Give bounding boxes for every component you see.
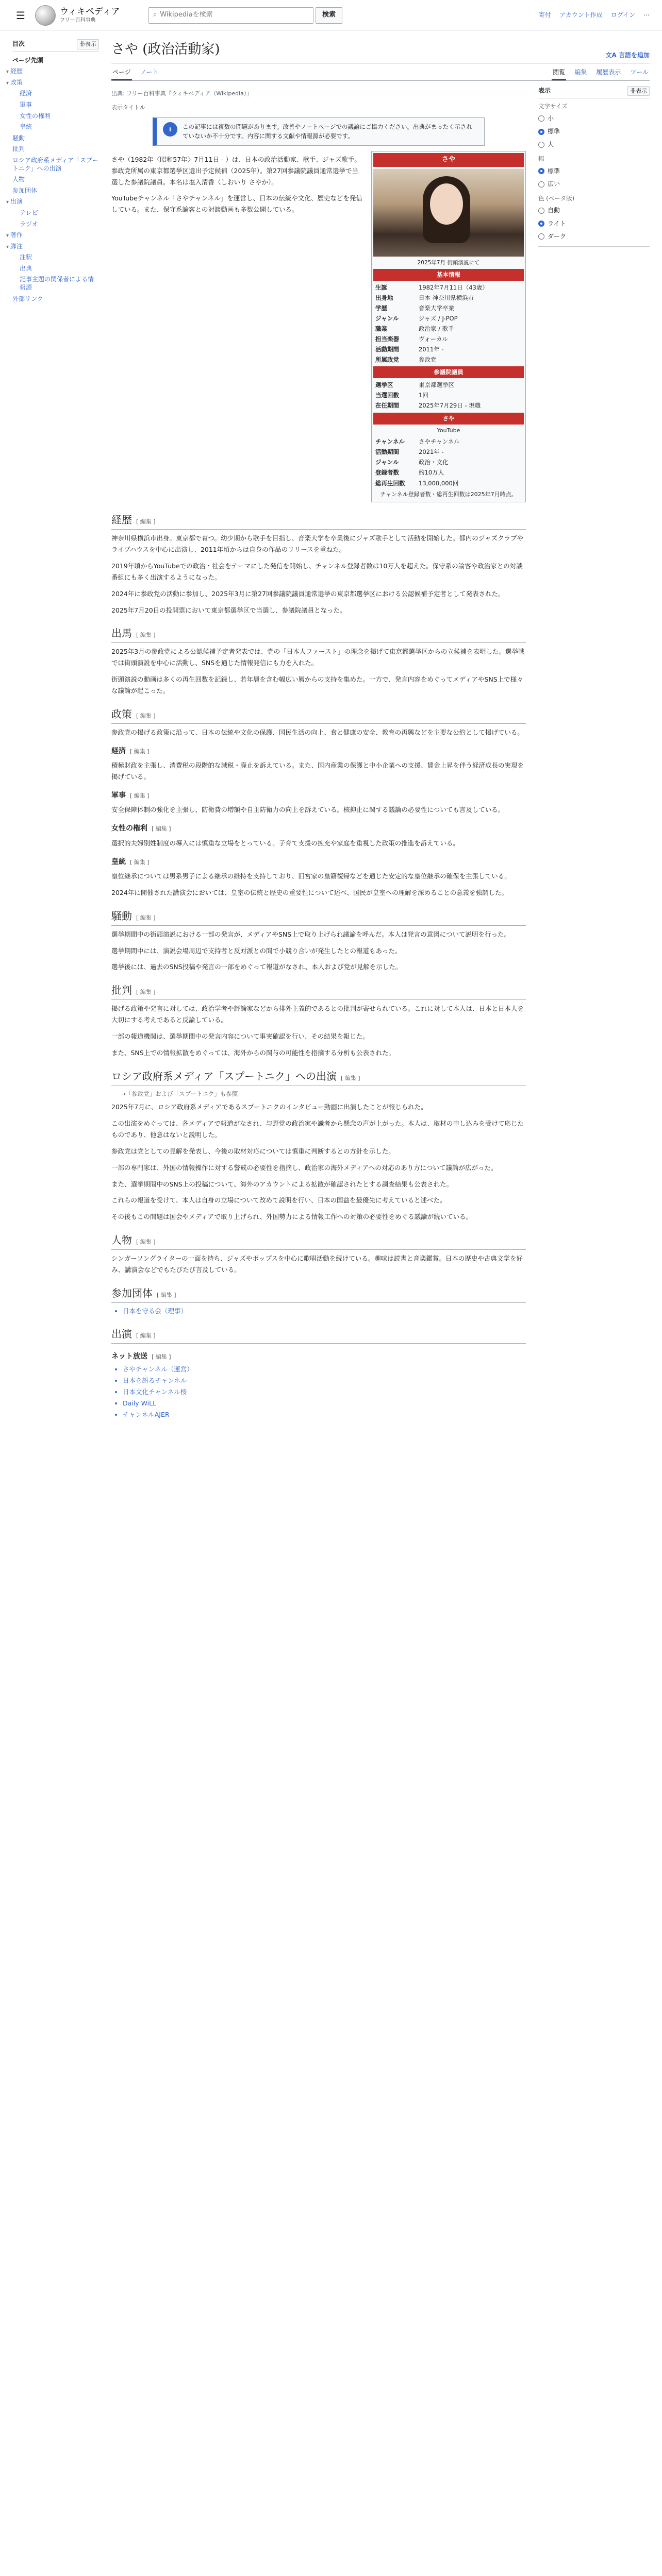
edit-section-link[interactable]: [ 編集 ] — [136, 1332, 156, 1339]
radio-label: ライト — [548, 219, 566, 227]
radio-label: 自動 — [548, 207, 560, 214]
infobox-value: 日本 神奈川県横浜市 — [419, 294, 474, 301]
list-item[interactable]: • チャンネルAJER — [123, 1410, 526, 1420]
chevron-down-icon[interactable]: ▾ — [6, 80, 9, 86]
section-title: 出馬 — [111, 627, 132, 640]
infobox-value: ジャズ / J-POP — [419, 315, 458, 323]
toc-item-label: 経済 — [20, 90, 32, 97]
toc-item[interactable] — [12, 294, 99, 305]
toc-item[interactable] — [12, 208, 99, 219]
infobox-value: 1982年7月11日（43歳） — [419, 283, 488, 291]
photo-caption: 2025年7月 街頭演説にて — [417, 259, 480, 266]
infobox-row — [373, 457, 524, 467]
list-item[interactable]: • 日本文化チャンネル桜 — [123, 1387, 526, 1397]
edit-section-link[interactable]: [ 編集 ] — [136, 1239, 156, 1246]
radio-option[interactable] — [538, 165, 650, 178]
toc-title: 目次 — [12, 40, 25, 47]
edit-section-link[interactable]: [ 編集 ] — [136, 518, 156, 526]
section-title: 経歴 — [111, 514, 132, 527]
toc-item-label: 参加団体 — [12, 187, 38, 194]
radio-label: 大 — [548, 141, 554, 148]
toc-item[interactable] — [6, 196, 99, 208]
intro-paragraph: YouTubeチャンネル「さやチャンネル」を運営し、日本の伝統や文化、歴史などを発信している。また、保守系論客との対談動画も多数公開している。 — [111, 194, 362, 214]
infobox-row — [373, 282, 524, 293]
radio-button[interactable] — [538, 181, 544, 188]
toc-item-label: 記事主題の関係者による情報源 — [20, 276, 94, 292]
article-content — [99, 31, 650, 1424]
donate-link[interactable]: 寄付 — [538, 11, 551, 19]
edit-section-link[interactable]: [ 編集 ] — [136, 914, 156, 921]
infobox-value: 1回 — [419, 391, 428, 399]
infobox-row — [373, 344, 524, 354]
section-heading — [111, 1326, 526, 1344]
tab-edit[interactable]: 編集 — [574, 68, 587, 76]
edit-section-link[interactable]: [ 編集 ] — [136, 989, 156, 996]
section-heading — [111, 1068, 526, 1086]
infobox-section-diet: 参議院議員 — [373, 366, 524, 378]
infobox-value: さやチャンネル — [419, 438, 460, 446]
toc-item-label: ページ先頭 — [12, 56, 43, 64]
edit-section-link[interactable]: [ 編集 ] — [341, 1074, 360, 1081]
logo-subtitle: フリー百科事典 — [60, 17, 96, 23]
infobox-key: 所属政党 — [375, 356, 399, 364]
infobox-row — [373, 324, 524, 334]
edit-section-link[interactable]: [ 編集 ] — [130, 792, 150, 799]
toc-item[interactable] — [12, 55, 99, 66]
toc-item[interactable] — [12, 185, 99, 197]
radio-label: 小 — [548, 114, 554, 122]
site-header — [0, 0, 662, 31]
section-title: 人物 — [111, 1234, 132, 1247]
hatnote: →「参政党」および「スプートニク」も参照 — [121, 1090, 238, 1097]
toc-item-label: 出演 — [10, 198, 23, 206]
section-paragraph: 選挙期間中の街頭演説における一部の発言が、メディアやSNS上で取り上げられ議論を呼んだ。本人は発言の意図について説明を行った。 — [111, 930, 510, 938]
section-heading — [111, 908, 526, 926]
section-paragraph: また、SNS上での情報拡散をめぐっては、海外からの関与の可能性を指摘する分析も公表された。 — [111, 1048, 395, 1057]
radio-option[interactable] — [538, 217, 650, 230]
infobox-section-personal: 基本情報 — [373, 269, 524, 280]
section-paragraph: 2025年7月20日の投開票において東京都選挙区で当選し、参議院議員となった。 — [111, 606, 346, 614]
page-title: さや (政治活動家) — [111, 42, 220, 57]
infobox-value: 東京都選挙区 — [419, 381, 454, 388]
infobox-row — [373, 467, 524, 478]
section-heading — [111, 745, 526, 757]
user-links — [539, 10, 650, 20]
section-paragraph: また、選挙期間中のSNS上の投稿について、海外のアカウントによる拡散が確認されたとする調査結果も公表された。 — [111, 1180, 453, 1188]
toc-item-label: 経歴 — [10, 67, 23, 75]
chevron-down-icon[interactable]: ▾ — [6, 69, 9, 75]
infobox-value: 2021年 - — [419, 448, 444, 456]
edit-section-link[interactable]: [ 編集 ] — [152, 1353, 171, 1360]
appearance-panel — [538, 86, 650, 1425]
site-logo[interactable] — [35, 5, 138, 26]
infobox-row — [373, 354, 524, 365]
section-title: 皇統 — [111, 857, 126, 866]
section-title: 参加団体 — [111, 1286, 153, 1299]
main-menu-icon[interactable]: ☰ — [16, 9, 25, 22]
infobox-youtube-title: さや — [373, 413, 524, 424]
radio-button[interactable] — [538, 115, 544, 122]
radio-label: ダーク — [548, 232, 567, 240]
text-size-label: 文字サイズ — [538, 103, 568, 110]
toc-item[interactable] — [6, 241, 99, 252]
toc-item-label: 出典 — [20, 264, 32, 272]
section-paragraph: 神奈川県横浜市出身。東京都で育つ。幼少期から歌手を目指し、音楽大学を卒業後にジャズ歌手として活動を開始した。都内のジャズクラブやライブハウスを中心に出演し、2011年頃からは自身の作品のリリースを重ねた。 — [111, 534, 524, 554]
toc-item[interactable] — [12, 252, 99, 263]
section-heading — [111, 1285, 526, 1303]
search-input[interactable] — [148, 7, 313, 24]
infobox-row — [373, 478, 524, 488]
infobox-key: チャンネル — [375, 438, 405, 446]
radio-option[interactable] — [538, 125, 650, 138]
toc-item-label: 軍事 — [20, 100, 32, 108]
infobox-key: 学歴 — [375, 304, 387, 312]
create-account-link[interactable]: アカウント作成 — [559, 11, 603, 19]
infobox-row — [373, 380, 524, 390]
toc-item-label: 批判 — [12, 145, 25, 153]
section-heading — [111, 1351, 526, 1362]
infobox-value: 2025年7月29日 - 現職 — [419, 402, 481, 410]
infobox-value: 政治・文化 — [419, 459, 449, 466]
section-paragraph: 参政党は党としての見解を発表し、今後の取材対応については慎重に判断するとの方針を示した。 — [111, 1147, 395, 1155]
toc-item[interactable] — [12, 88, 99, 99]
section-title: ネット放送 — [111, 1352, 147, 1361]
appearance-title: 表示 — [538, 87, 551, 94]
section-paragraph: 参政党の掲げる政策に沿って、日本の伝統や文化の保護、国民生活の向上、食と健康の安全、教育の再興などを主要な公約として掲げている。 — [111, 728, 524, 736]
list-item[interactable]: • さやチャンネル（運営） — [123, 1364, 526, 1375]
section-title: 批判 — [111, 984, 132, 997]
edit-section-link[interactable]: [ 編集 ] — [136, 632, 156, 639]
toc-item-label: 著作 — [10, 231, 23, 239]
infobox-value: 約10万人 — [419, 469, 444, 477]
infobox-value: 13,000,000回 — [419, 479, 459, 487]
bullet-list — [123, 1306, 526, 1316]
toc-item-label: 外部リンク — [12, 295, 43, 302]
section-paragraph: これらの報道を受けて、本人は自身の立場について改めて説明を行い、日本の国益を最優先に考えていると述べた。 — [111, 1196, 446, 1205]
toc-item[interactable] — [12, 274, 99, 293]
infobox-value: ヴォーカル — [419, 335, 448, 343]
edit-section-link[interactable]: [ 編集 ] — [136, 712, 156, 719]
radio-option[interactable] — [538, 112, 650, 125]
section-paragraph: 一部の報道機関は、選挙期間中の発言内容について事実確認を行い、その結果を報じた。 — [111, 1032, 369, 1041]
infobox-key: 登録者数 — [375, 469, 399, 477]
list-item[interactable]: • 日本を語るチャンネル — [123, 1376, 526, 1386]
infobox-value: 参政党 — [419, 356, 437, 364]
section-title: 出演 — [111, 1327, 132, 1340]
radio-option[interactable] — [538, 230, 650, 243]
maintenance-notice — [153, 117, 485, 146]
infobox — [371, 151, 526, 502]
infobox-key: 担当楽器 — [375, 335, 399, 343]
article-source: 出典: フリー百科事典『ウィキペディア（Wikipedia）』 — [111, 90, 253, 97]
infobox-row — [373, 334, 524, 344]
toc-item-label: 皇統 — [20, 123, 32, 131]
section-paragraph: 選挙後には、過去のSNS投稿や発言の一部をめぐって報道がなされ、本人および党が見解を示した。 — [111, 963, 402, 971]
section-paragraph: 2024年に開催された講演会においては、皇室の伝統と歴史の重要性について述べ、国民が皇室への理解を深めることの意義を強調した。 — [111, 888, 508, 896]
search-form — [148, 7, 342, 24]
infobox-key: 在任期間 — [375, 402, 399, 410]
radio-option[interactable] — [538, 204, 650, 217]
radio-button[interactable] — [538, 221, 544, 227]
section-title: 経済 — [111, 747, 126, 755]
section-heading — [111, 982, 526, 1000]
chevron-down-icon[interactable]: ▾ — [6, 199, 9, 206]
section-heading — [111, 856, 526, 868]
section-title: 政策 — [111, 707, 132, 720]
radio-button[interactable] — [538, 233, 544, 240]
width-label: 幅 — [538, 155, 544, 163]
section-heading — [111, 625, 526, 643]
wikipedia-globe-icon — [35, 5, 56, 26]
infobox-key: 職業 — [375, 325, 387, 333]
color-label: 色 (ベータ版) — [538, 195, 575, 202]
logo-title: ウィキペディア — [60, 7, 120, 18]
tab-tools[interactable]: ツール — [630, 68, 649, 76]
toc-item[interactable] — [12, 174, 99, 185]
section-paragraph: 選挙期間中には、演説会場周辺で支持者と反対派との間で小競り合いが発生したとの報道もあった。 — [111, 946, 402, 955]
table-of-contents — [6, 31, 99, 1424]
infobox-value: 音楽大学卒業 — [419, 304, 454, 312]
infobox-key: 当選回数 — [375, 391, 399, 399]
infobox-youtube-label: YouTube — [437, 427, 460, 434]
section-title: ロシア政府系メディア「スプートニク」への出演 — [111, 1070, 337, 1082]
section-title: 軍事 — [111, 791, 126, 800]
radio-button[interactable] — [538, 208, 544, 214]
toc-item-label: 人物 — [12, 176, 25, 183]
section-heading — [111, 1232, 526, 1250]
toc-item[interactable] — [12, 111, 99, 122]
toc-item-label: 注釈 — [20, 253, 32, 261]
chevron-down-icon[interactable]: ▾ — [6, 244, 9, 250]
section-title: 女性の権利 — [111, 824, 147, 833]
section-paragraph: 2019年頃からYouTubeでの政治・社会をテーマにした発信を開始し、チャンネル登録者数は10万人を超えた。保守系の論客や政治家との対談番組にも多く出演するようになった。 — [111, 562, 523, 581]
infobox-footnote: チャンネル登録者数・総再生回数は2025年7月時点。 — [380, 490, 517, 498]
list-item[interactable]: • Daily WiLL — [123, 1398, 526, 1409]
list-item[interactable]: • 日本を守る会（理事） — [123, 1306, 526, 1316]
infobox-key: 総再生回数 — [375, 479, 405, 487]
infobox-row — [373, 436, 524, 447]
tab-read[interactable]: 閲覧 — [552, 65, 566, 80]
infobox-key: ジャンル — [375, 315, 399, 323]
search-button[interactable]: 検索 — [316, 7, 342, 24]
section-paragraph: 街頭演説の動画は多くの再生回数を記録し、若年層を含む幅広い層からの支持を集めた。一方で、発言内容をめぐってメディアやSNS上で様々な議論が起こった。 — [111, 675, 523, 695]
login-link[interactable]: ログイン — [610, 11, 635, 19]
toc-item[interactable] — [6, 77, 99, 89]
search-placeholder: Wikipediaを検索 — [160, 11, 213, 19]
tab-talk[interactable]: ノート — [140, 68, 159, 76]
appearance-hide-button[interactable]: 非表示 — [627, 86, 650, 96]
info-icon: i — [163, 122, 177, 137]
toc-item[interactable] — [12, 219, 99, 230]
toc-item[interactable] — [12, 263, 99, 275]
toc-item[interactable] — [12, 122, 99, 133]
section-paragraph: 安全保障体制の強化を主張し、防衛費の増額や自主防衛力の向上を訴えている。核抑止に関する議論の必要性についても言及している。 — [111, 806, 505, 814]
section-paragraph: シンガーソングライターの一面を持ち、ジャズやポップスを中心に歌唱活動を続けている。趣味は読書と音楽鑑賞。日本の歴史や古典文学を好み、講演会などでもたびたび言及している。 — [111, 1255, 523, 1274]
toc-item-label: ラジオ — [20, 220, 39, 228]
toc-item-label: 女性の権利 — [20, 112, 51, 120]
radio-label: 広い — [548, 180, 560, 188]
section-paragraph: 選択的夫婦別姓制度の導入には慎重な立場をとっている。子育て支援の拡充や家庭を重視した政策の推進を訴えている。 — [111, 839, 459, 847]
section-paragraph: この出演をめぐっては、各メディアで報道がなされ、与野党の政治家や識者から懸念の声が上がった。本人は、取材の申し込みを受けて応じたものであり、他意はないと説明した。 — [111, 1120, 524, 1139]
edit-section-link[interactable]: [ 編集 ] — [152, 825, 171, 833]
toc-item-label: ロシア政府系メディア「スプートニク」への出演 — [12, 156, 98, 172]
chevron-down-icon[interactable]: ▾ — [6, 233, 9, 239]
tab-page[interactable]: ページ — [111, 65, 132, 80]
edit-section-link[interactable]: [ 編集 ] — [130, 748, 150, 755]
notice-text: この記事には複数の問題があります。改善やノートページでの議論にご協力ください。出典がまったく示されていないか不十分です。内容に関する文献や情報源が必要です。 — [183, 123, 472, 140]
infobox-key: 出身地 — [375, 294, 393, 301]
section-heading — [111, 790, 526, 801]
add-languages-button[interactable]: 文A 言語を追加 — [605, 52, 650, 59]
edit-section-link[interactable]: [ 編集 ] — [130, 858, 150, 866]
infobox-row — [373, 293, 524, 303]
toc-item-label: 騒動 — [12, 134, 25, 142]
section-paragraph: 2025年3月の参政党による公認候補予定者発表では、党の「日本人ファースト」の理念を掲げて東京都選挙区からの立候補を表明した。選挙戦では街頭演説を中心に活動し、SNSを通じた情報発信にも力を入れた。 — [111, 648, 525, 667]
infobox-value: 2011年 - — [419, 346, 444, 353]
infobox-key: ジャンル — [375, 459, 399, 466]
infobox-key: 生誕 — [375, 283, 387, 291]
portrait-photo[interactable] — [373, 169, 524, 257]
radio-button[interactable] — [538, 129, 544, 135]
page-tabs — [111, 65, 650, 81]
infobox-row — [373, 400, 524, 411]
infobox-row — [373, 447, 524, 457]
bullet-list — [123, 1364, 526, 1420]
toc-item[interactable] — [12, 133, 99, 144]
radio-option[interactable] — [538, 138, 650, 151]
section-heading — [111, 706, 526, 724]
infobox-key: 選挙区 — [375, 381, 393, 388]
infobox-title: さや — [373, 153, 524, 167]
infobox-row — [373, 313, 524, 324]
section-paragraph: その後もこの問題は国会やメディアで取り上げられ、外国勢力による情報工作への対策の必要性をめぐる議論が続いている。 — [111, 1213, 473, 1221]
infobox-key: 活動期間 — [375, 448, 399, 456]
toc-item-label: テレビ — [20, 209, 38, 216]
section-heading — [111, 823, 526, 834]
section-title: 騒動 — [111, 909, 132, 922]
edit-section-link[interactable]: [ 編集 ] — [157, 1291, 176, 1298]
tab-history[interactable]: 履歴表示 — [596, 68, 621, 76]
radio-button[interactable] — [538, 142, 544, 148]
section-paragraph: 掲げる政策や発言に対しては、政治学者や評論家などから排外主義的であるとの批判が寄せられている。これに対して本人は、日本と日本人を大切にする考えであると反論している。 — [111, 1005, 524, 1024]
radio-button[interactable] — [538, 168, 544, 174]
radio-label: 標準 — [548, 167, 560, 175]
toc-item[interactable] — [12, 144, 99, 155]
more-options-icon[interactable]: ⋯ — [643, 11, 650, 19]
radio-label: 標準 — [548, 127, 560, 135]
toc-item[interactable] — [6, 230, 99, 241]
section-paragraph: 積極財政を主張し、消費税の段階的な減税・廃止を訴えている。また、国内産業の保護と中小企業への支援、賃金上昇を伴う経済成長の実現を掲げている。 — [111, 761, 524, 781]
show-title-link[interactable]: 表示タイトル — [111, 104, 145, 111]
infobox-row — [373, 303, 524, 313]
toc-item-label: 脚注 — [10, 242, 23, 250]
section-paragraph: 2024年に参政党の活動に参加し、2025年3月に第27回参議院議員通常選挙の東京都選挙区における公認候補予定者として発表された。 — [111, 589, 505, 598]
infobox-value: 政治家 / 歌手 — [419, 325, 454, 333]
toc-item[interactable] — [12, 155, 99, 174]
infobox-row — [373, 390, 524, 400]
toc-item[interactable] — [6, 66, 99, 77]
intro-paragraph: さや（1982年〈昭和57年〉7月11日 - ）は、日本の政治活動家、歌手、ジャズ歌手。参政党所属の東京都選挙区選出予定候補（2025年）。第27回参議院議員通常選挙で当選した参議院議員。本名は塩入清香（しおいり さやか）。 — [111, 155, 361, 186]
search-icon: ⌕ — [153, 11, 157, 19]
toc-item-label: 政策 — [10, 78, 23, 86]
toc-hide-button[interactable]: 非表示 — [77, 39, 99, 49]
section-paragraph: 皇位継承については男系男子による継承の維持を支持しており、旧宮家の皇籍復帰などを通じた安定的な皇位継承の確保を主張している。 — [111, 872, 511, 880]
toc-item[interactable] — [12, 99, 99, 111]
infobox-key: 活動期間 — [375, 346, 399, 353]
radio-option[interactable] — [538, 178, 650, 191]
section-paragraph: 一部の専門家は、外国の情報操作に対する警戒の必要性を指摘し、政治家の海外メディアへの対応のあり方について議論が広がった。 — [111, 1163, 498, 1172]
section-paragraph: 2025年7月に、ロシア政府系メディアであるスプートニクのインタビュー動画に出演したことが報じられた。 — [111, 1103, 427, 1111]
section-heading — [111, 512, 526, 530]
